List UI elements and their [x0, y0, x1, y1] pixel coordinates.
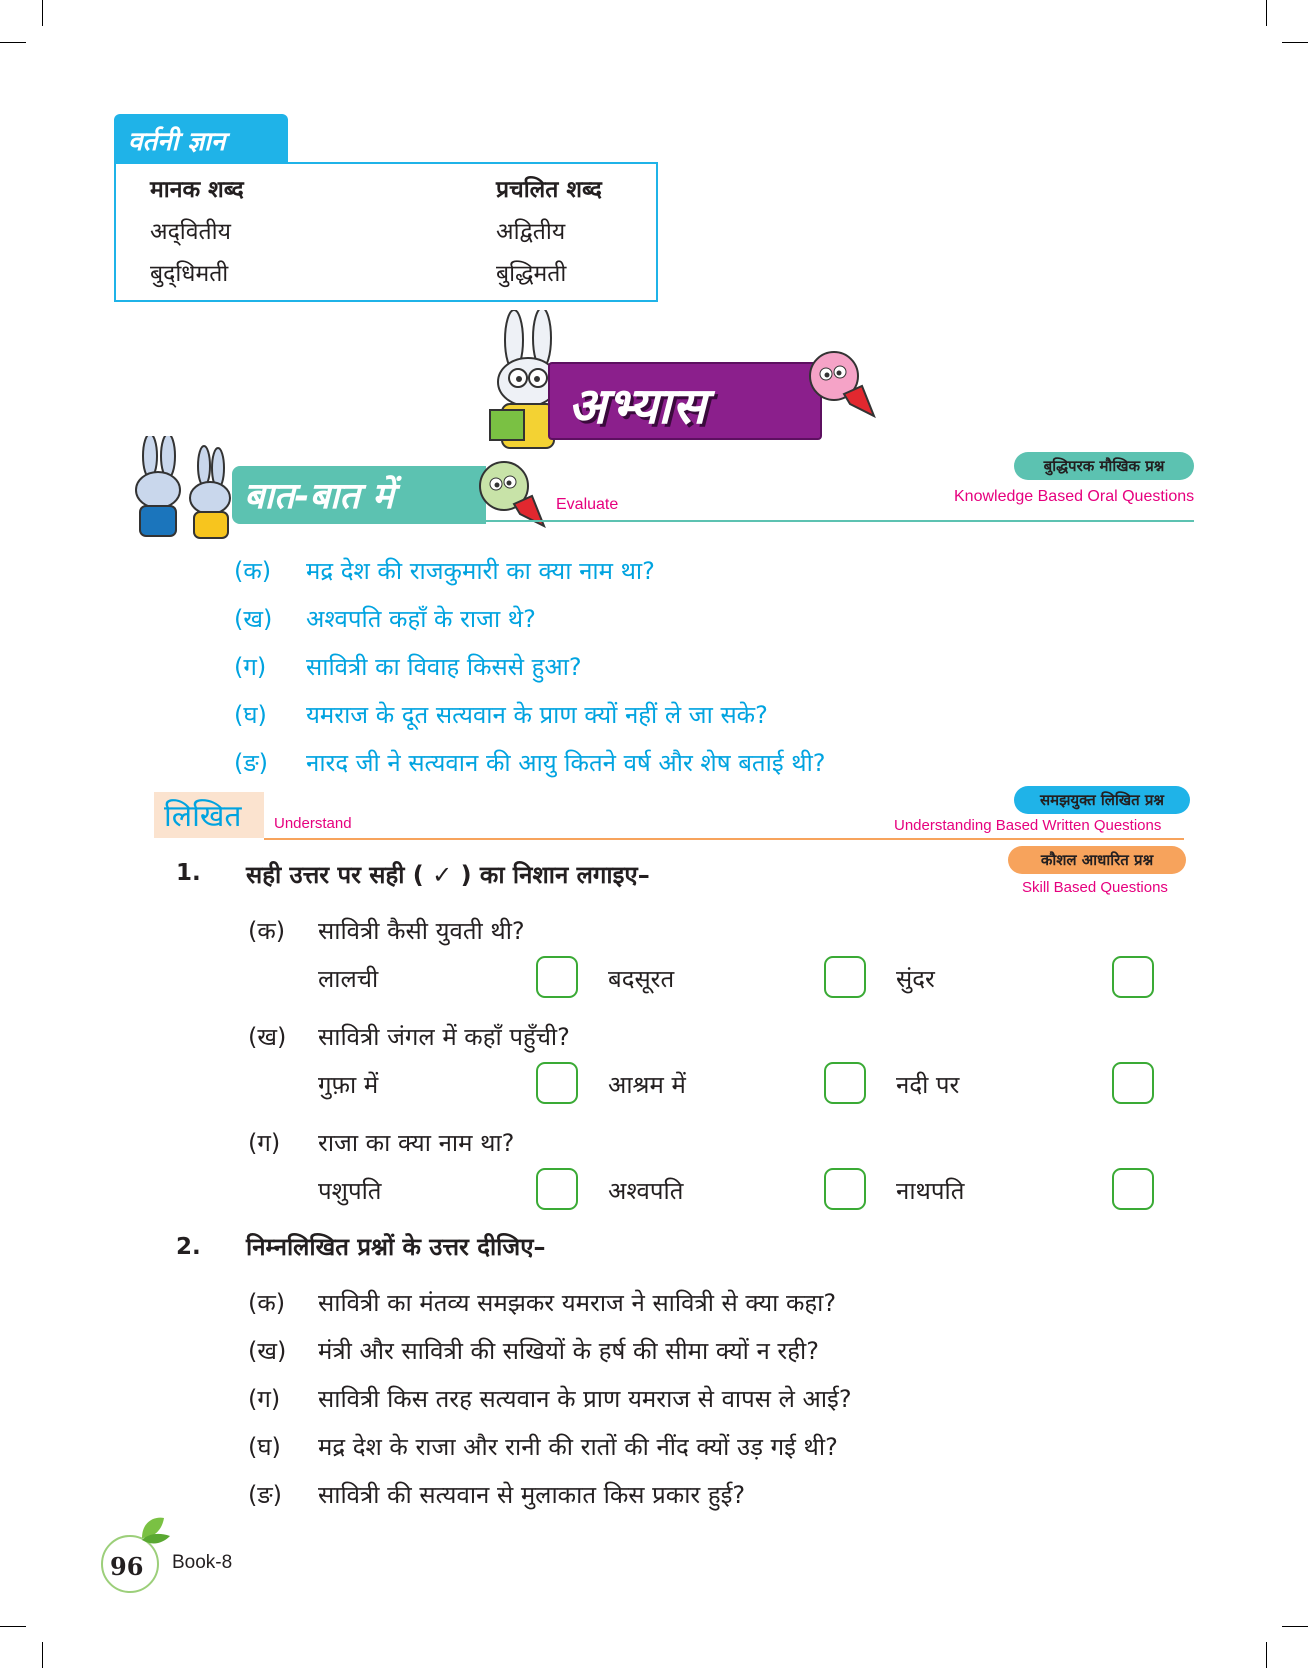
answer-checkbox[interactable] — [536, 1168, 578, 1210]
abhyas-banner — [548, 362, 822, 440]
answer-checkbox[interactable] — [824, 956, 866, 998]
rabbits-talking-illustration — [120, 436, 242, 542]
answer-question-label: (ग) — [248, 1385, 281, 1413]
spelling-standard-word: अद्‌वितीय — [150, 219, 231, 245]
oral-question-text: मद्र देश की राजकुमारी का क्या नाम था? — [306, 557, 655, 585]
mcq-option: पशुपति — [318, 1177, 382, 1205]
oral-level-label: Evaluate — [556, 496, 619, 513]
answer-question-label: (ङ) — [248, 1481, 283, 1509]
answer-checkbox[interactable] — [1112, 1168, 1154, 1210]
mcq-option: लालची — [318, 965, 379, 993]
mcq-option: सुंदर — [896, 965, 935, 993]
oral-question-label: (घ) — [234, 701, 267, 729]
answer-question-label: (घ) — [248, 1433, 281, 1461]
spelling-title: वर्तनी ज्ञान — [128, 127, 226, 157]
mcq-question: सावित्री कैसी युवती थी? — [318, 917, 525, 945]
oral-question-label: (ग) — [234, 653, 267, 681]
question-number: 1. — [176, 860, 201, 886]
oral-question-text: यमराज के दूत सत्यवान के प्राण क्यों नहीं ले जा सके? — [306, 701, 768, 729]
oral-question-text: सावित्री का विवाह किससे हुआ? — [306, 653, 582, 681]
mcq-option: नदी पर — [896, 1071, 960, 1099]
answer-checkbox[interactable] — [1112, 956, 1154, 998]
crop-mark — [1282, 1626, 1308, 1627]
section-divider — [264, 838, 1184, 840]
mcq-option: गुफ़ा में — [318, 1071, 379, 1099]
answer-question-text: सावित्री किस तरह सत्यवान के प्राण यमराज से वापस ले आई? — [318, 1385, 852, 1413]
spelling-col2-header: प्रचलित शब्द — [496, 177, 602, 203]
answer-question-text: मंत्री और सावित्री की सखियों के हर्ष की सीमा क्यों न रही? — [318, 1337, 819, 1365]
answer-question-text: सावित्री का मंतव्य समझकर यमराज ने सावित्री से क्या कहा? — [318, 1289, 837, 1317]
spelling-common-word: अद्वितीय — [496, 219, 566, 245]
question-heading: निम्नलिखित प्रश्नों के उत्तर दीजिए– — [246, 1233, 546, 1261]
mcq-option: नाथपति — [896, 1177, 965, 1205]
crop-mark — [1266, 1642, 1267, 1668]
question-heading: सही उत्तर पर सही ( ✓ ) का निशान लगाइए– — [246, 861, 650, 889]
book-label: Book-8 — [172, 1552, 233, 1573]
answer-question-label: (क) — [248, 1289, 286, 1317]
mcq-question: सावित्री जंगल में कहाँ पहुँची? — [318, 1023, 570, 1051]
question-number: 2. — [176, 1234, 201, 1260]
spelling-col1-header: मानक शब्द — [150, 177, 244, 203]
answer-question-text: सावित्री की सत्यवान से मुलाकात किस प्रकार हुई? — [318, 1481, 746, 1509]
answer-question-label: (ख) — [248, 1337, 287, 1365]
mcq-option: अश्वपति — [608, 1177, 684, 1205]
pencil-mascot-icon — [474, 456, 546, 528]
skill-badge: कौशल आधारित प्रश्न — [1008, 846, 1186, 874]
mcq-label: (ग) — [248, 1129, 281, 1157]
answer-checkbox[interactable] — [536, 956, 578, 998]
oral-banner-title: बात-बात में — [244, 476, 394, 517]
mcq-label: (क) — [248, 917, 286, 945]
oral-question-label: (क) — [234, 557, 272, 585]
spelling-tag — [114, 114, 288, 162]
answer-checkbox[interactable] — [824, 1062, 866, 1104]
written-level-label: Understand — [274, 815, 352, 832]
pencil-mascot-icon — [804, 346, 876, 420]
crop-mark — [1282, 42, 1308, 43]
mcq-option: आश्रम में — [608, 1071, 686, 1099]
crop-mark — [42, 1642, 43, 1668]
oral-question-label: (ख) — [234, 605, 273, 633]
abhyas-title: अभ्यास — [568, 377, 707, 435]
section-divider — [486, 520, 1194, 522]
written-title: लिखित — [164, 799, 242, 834]
mcq-option: बदसूरत — [608, 965, 675, 993]
answer-question-text: मद्र देश के राजा और रानी की रातों की नींद क्यों उड़ गई थी? — [318, 1433, 838, 1461]
answer-checkbox[interactable] — [536, 1062, 578, 1104]
oral-question-text: नारद जी ने सत्यवान की आयु कितने वर्ष और शेष बताई थी? — [306, 749, 826, 777]
written-badge-english: Understanding Based Written Questions — [894, 817, 1162, 834]
oral-badge-english: Knowledge Based Oral Questions — [954, 488, 1195, 505]
crop-mark — [1266, 0, 1267, 26]
baat-baat-banner — [232, 466, 486, 524]
spelling-standard-word: बुद्‌धिमती — [150, 261, 229, 287]
written-title-box — [154, 792, 264, 838]
page-number: 96 — [110, 1552, 144, 1581]
mcq-label: (ख) — [248, 1023, 287, 1051]
crop-mark — [0, 1626, 26, 1627]
written-badge: समझयुक्त लिखित प्रश्न — [1014, 786, 1190, 814]
crop-mark — [42, 0, 43, 26]
oral-question-label: (ङ) — [234, 749, 269, 777]
answer-checkbox[interactable] — [1112, 1062, 1154, 1104]
answer-checkbox[interactable] — [824, 1168, 866, 1210]
crop-mark — [0, 42, 26, 43]
oral-badge: बुद्धिपरक मौखिक प्रश्न — [1014, 452, 1194, 480]
oral-question-text: अश्वपति कहाँ के राजा थे? — [306, 605, 536, 633]
spelling-common-word: बुद्धिमती — [496, 261, 567, 287]
skill-badge-english: Skill Based Questions — [1022, 879, 1168, 896]
mcq-question: राजा का क्या नाम था? — [318, 1129, 515, 1157]
